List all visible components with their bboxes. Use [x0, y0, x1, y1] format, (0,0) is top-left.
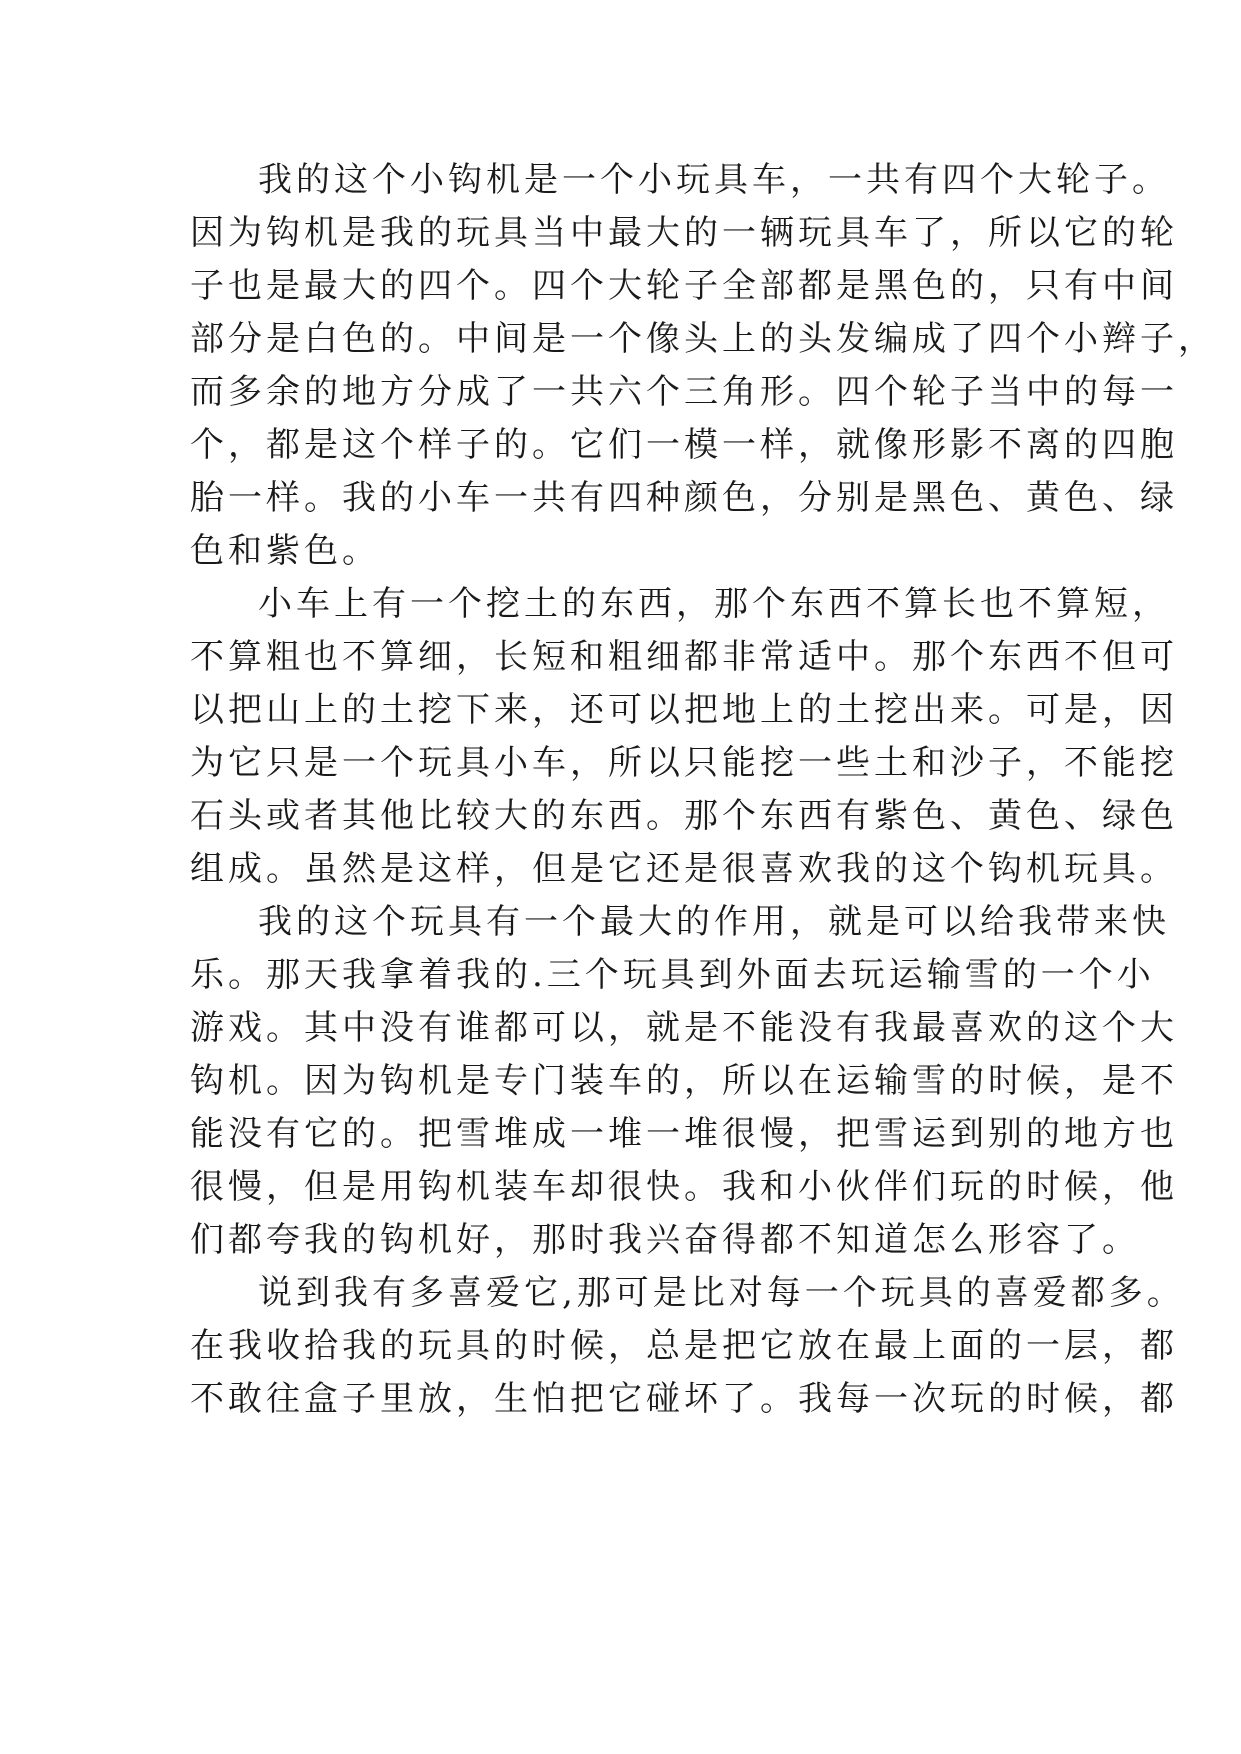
paragraph-4-line-3: 不敢往盒子里放，生怕把它碰坏了。我每一次玩的时候，都 [190, 1379, 1178, 1419]
paragraph-4-line-1: 说到我有多喜爱它,那可是比对每一个玩具的喜爱都多。 [258, 1273, 1185, 1313]
paragraph-1-line-2: 因为钩机是我的玩具当中最大的一辆玩具车了，所以它的轮 [190, 213, 1178, 253]
paragraph-2-line-1: 小车上有一个挖土的东西，那个东西不算长也不算短， [258, 584, 1170, 624]
paragraph-3-line-1: 我的这个玩具有一个最大的作用，就是可以给我带来快 [258, 902, 1170, 942]
paragraph-2-line-6: 组成。虽然是这样，但是它还是很喜欢我的这个钩机玩具。 [190, 849, 1178, 889]
paragraph-4-line-2: 在我收拾我的玩具的时候，总是把它放在最上面的一层，都 [190, 1326, 1178, 1366]
paragraph-2-line-3: 以把山上的土挖下来，还可以把地上的土挖出来。可是，因 [190, 690, 1178, 730]
paragraph-1-line-4: 部分是白色的。中间是一个像头上的头发编成了四个小辫子， [190, 319, 1216, 359]
paragraph-1-line-6: 个，都是这个样子的。它们一模一样，就像形影不离的四胞 [190, 425, 1178, 465]
paragraph-2-line-2: 不算粗也不算细，长短和粗细都非常适中。那个东西不但可 [190, 637, 1178, 677]
paragraph-1-line-5: 而多余的地方分成了一共六个三角形。四个轮子当中的每一 [190, 372, 1178, 412]
paragraph-1-line-3: 子也是最大的四个。四个大轮子全部都是黑色的，只有中间 [190, 266, 1178, 306]
paragraph-1-line-8: 色和紫色。 [190, 531, 380, 571]
paragraph-3-line-5: 能没有它的。把雪堆成一堆一堆很慢，把雪运到别的地方也 [190, 1114, 1178, 1154]
paragraph-2-line-4: 为它只是一个玩具小车，所以只能挖一些土和沙子，不能挖 [190, 743, 1178, 783]
paragraph-3-line-3: 游戏。其中没有谁都可以，就是不能没有我最喜欢的这个大 [190, 1008, 1178, 1048]
paragraph-3-line-7: 们都夸我的钩机好，那时我兴奋得都不知道怎么形容了。 [190, 1220, 1140, 1260]
paragraph-3-line-6: 很慢，但是用钩机装车却很快。我和小伙伴们玩的时候，他 [190, 1167, 1178, 1207]
paragraph-1-line-1: 我的这个小钩机是一个小玩具车，一共有四个大轮子。 [258, 160, 1170, 200]
paragraph-3-line-2: 乐。那天我拿着我的.三个玩具到外面去玩运输雪的一个小 [190, 955, 1155, 995]
paragraph-2-line-5: 石头或者其他比较大的东西。那个东西有紫色、黄色、绿色 [190, 796, 1178, 836]
paragraph-3-line-4: 钩机。因为钩机是专门装车的，所以在运输雪的时候，是不 [190, 1061, 1178, 1101]
paragraph-1-line-7: 胎一样。我的小车一共有四种颜色，分别是黑色、黄色、绿 [190, 478, 1178, 518]
